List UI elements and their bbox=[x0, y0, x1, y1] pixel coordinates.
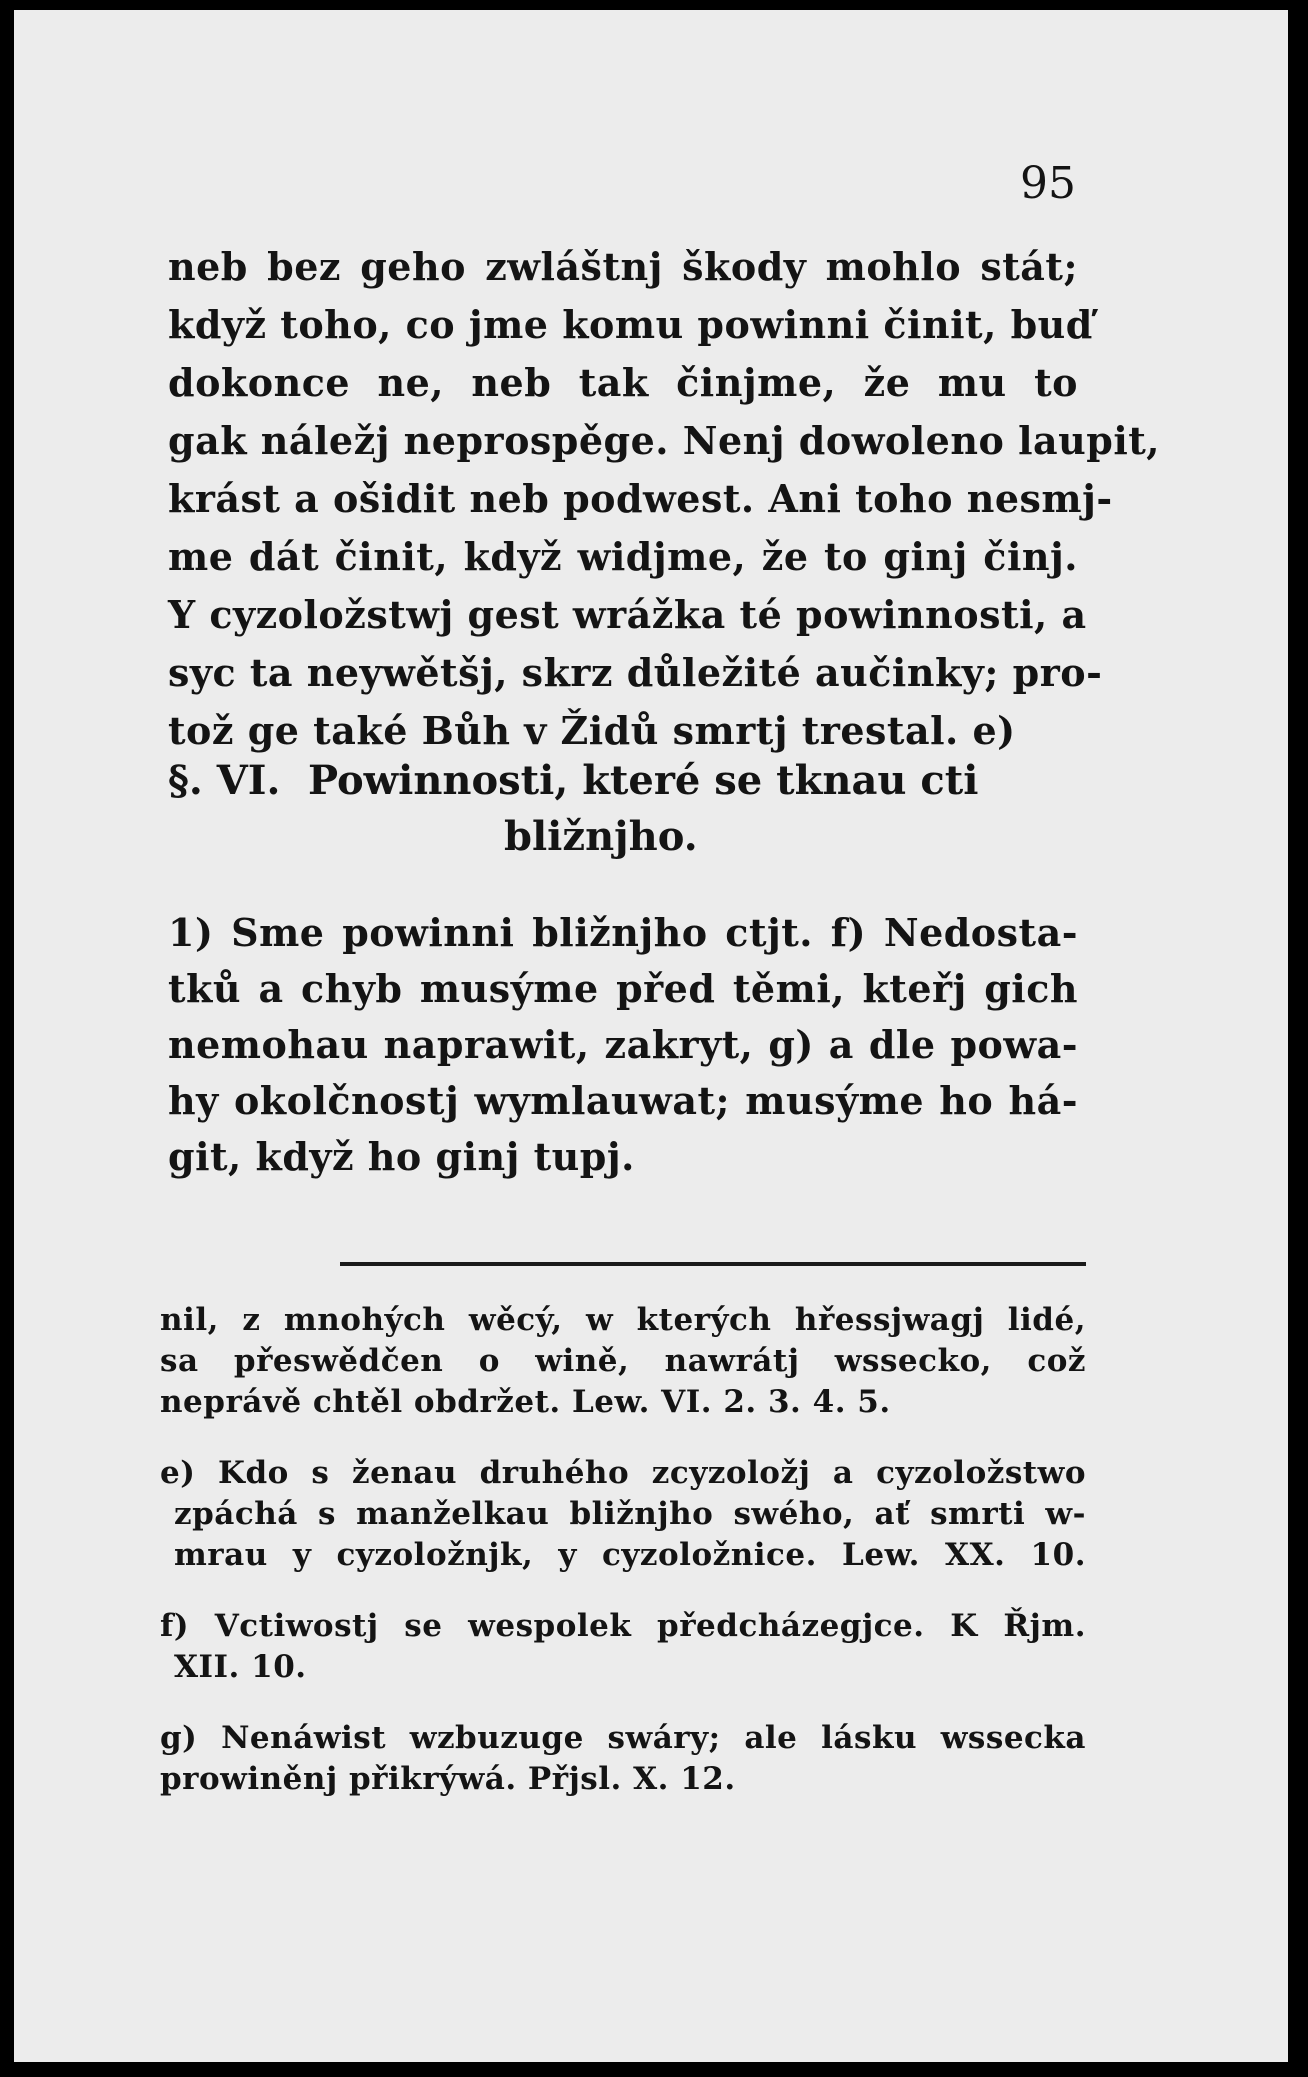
text-line: git, když ho ginj tupj. bbox=[168, 1134, 635, 1179]
text-line: dokonce ne, neb tak činjme, že mu to bbox=[168, 360, 1078, 405]
text-line: když toho, co jme komu powinni činit, buď bbox=[168, 302, 1093, 347]
footnote-line: sa přeswědčen o wině, nawrátj wssecko, což bbox=[160, 1343, 1086, 1379]
footnote-line: prowiněnj přikrýwá. Přjsl. X. 12. bbox=[160, 1761, 736, 1797]
paragraph-2 bbox=[168, 905, 1078, 1185]
text-line: tož ge také Bůh v Židů smrtj trestal. e) bbox=[168, 708, 1016, 753]
footnote-line: XII. 10. bbox=[174, 1649, 307, 1685]
text-line: 1) Sme powinni bližnjho ctjt. f) Nedosta- bbox=[168, 910, 1078, 955]
section-title-line-2: bližnjho. bbox=[504, 813, 698, 860]
footnotes bbox=[160, 1300, 1086, 1830]
footnote-line: mrau y cyzoložnjk, y cyzoložnice. Lew. XX. 10. bbox=[174, 1537, 1086, 1573]
text-line: syc ta neywětšj, skrz důležité aučinky; pro- bbox=[168, 650, 1103, 695]
text-line: gak náležj neprospěge. Nenj dowoleno laupit, bbox=[168, 418, 1161, 463]
footnote-line: e) Kdo s ženau druhého zcyzoložj a cyzoložstwo bbox=[160, 1455, 1086, 1491]
page-number: 95 bbox=[1020, 158, 1076, 209]
text-line: me dát činit, když widjme, že to ginj činj. bbox=[168, 534, 1078, 579]
scan-edge-left bbox=[0, 0, 6, 2077]
footnote-line: neprávě chtěl obdržet. Lew. VI. 2. 3. 4. 5. bbox=[160, 1384, 891, 1420]
text-line: hy okolčnostj wymlauwat; musýme ho há- bbox=[168, 1078, 1078, 1123]
footnote-line: nil, z mnohých wěcý, w kterých hřessjwagj lidé, bbox=[160, 1302, 1086, 1338]
text-line: neb bez geho zwláštnj škody mohlo stát; bbox=[168, 244, 1078, 289]
section-number: §. VI. bbox=[168, 757, 281, 804]
footnote-divider bbox=[340, 1262, 1086, 1266]
footnote-f bbox=[160, 1606, 1086, 1688]
text-line: nemohau naprawit, zakryt, g) a dle powa- bbox=[168, 1022, 1078, 1067]
footnote-line: zpáchá s manželkau bližnjho swého, ať smrti w- bbox=[174, 1496, 1086, 1532]
scan-edge-right bbox=[1288, 0, 1308, 2077]
text-line: tků a chyb musýme před těmi, kteřj gich bbox=[168, 966, 1078, 1011]
footnote-g bbox=[160, 1718, 1086, 1800]
footnote-e bbox=[160, 1453, 1086, 1576]
text-line: krást a ošidit neb podwest. Ani toho nesmj- bbox=[168, 476, 1113, 521]
section-heading bbox=[168, 753, 1078, 865]
footnote-line: g) Nenáwist wzbuzuge swáry; ale lásku wssecka bbox=[160, 1720, 1086, 1756]
paragraph-1 bbox=[168, 238, 1161, 760]
text-line: Y cyzoložstwj gest wrážka té powinnosti, a bbox=[168, 592, 1087, 637]
footnote-line: f) Vctiwostj se wespolek předcházegjce. K Řjm. bbox=[160, 1608, 1086, 1644]
footnote-continuation bbox=[160, 1300, 1086, 1423]
section-title-line-1: Powinnosti, které se tknau cti bbox=[308, 757, 979, 804]
